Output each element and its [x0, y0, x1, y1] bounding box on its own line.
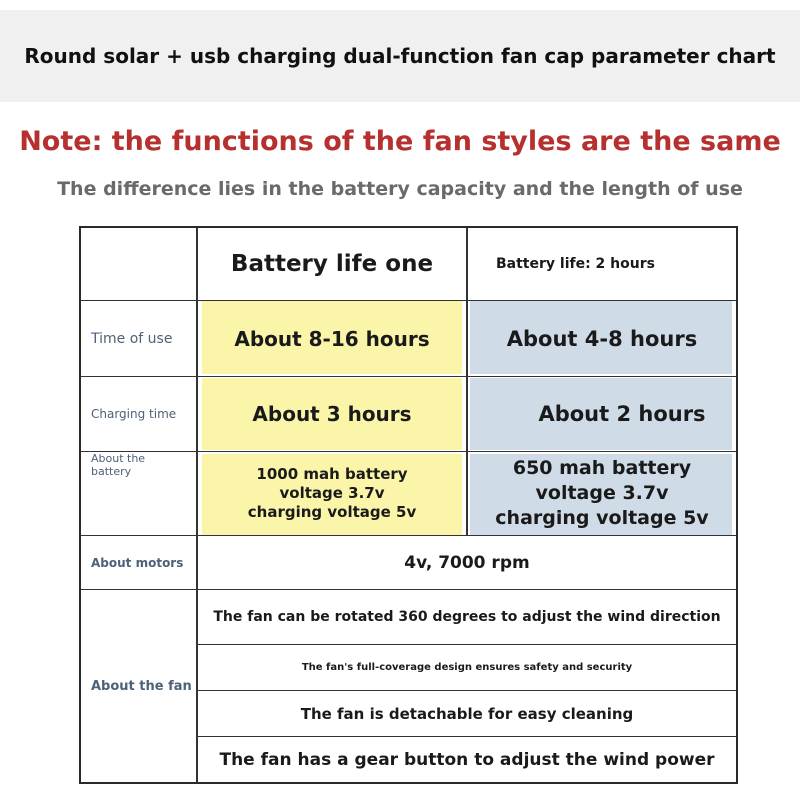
row-label-motors: About motors	[91, 555, 184, 570]
fan-item: The fan has a gear button to adjust the wind power	[219, 749, 715, 770]
battery-col2	[468, 452, 736, 535]
note-text: Note: the functions of the fan styles are the same	[19, 126, 781, 157]
fan-item: The fan is detachable for easy cleaning	[300, 704, 634, 723]
charging-time-col1: About 3 hours	[252, 402, 412, 426]
parameter-table	[79, 226, 738, 784]
battery-col2-line1: 650 mah battery	[512, 457, 692, 479]
battery-label-line2: battery	[91, 465, 132, 478]
fan-item: The fan's full-coverage design ensures safety and security	[301, 662, 633, 673]
title-banner	[0, 10, 800, 102]
charging-time-col2: About 2 hours	[538, 402, 706, 426]
battery-col1	[198, 452, 466, 535]
time-of-use-col1: About 8-16 hours	[234, 326, 430, 351]
battery-col1-line2: voltage 3.7v	[279, 484, 385, 502]
battery-col2-line2: voltage 3.7v	[535, 482, 669, 504]
battery-col1-line1: 1000 mah battery	[256, 465, 408, 483]
battery-col1-line3: charging voltage 5v	[247, 503, 417, 521]
battery-label-line1: About the	[91, 452, 146, 465]
row-label-time-of-use: Time of use	[91, 330, 173, 347]
header-col2: Battery life: 2 hours	[496, 256, 655, 272]
header-col1: Battery life one	[230, 251, 434, 277]
page-title: Round solar + usb charging dual-function fan cap parameter chart	[24, 44, 776, 68]
row-label-battery	[81, 452, 196, 535]
row-label-fan: About the fan	[91, 678, 192, 694]
row-label-charging-time: Charging time	[91, 407, 177, 421]
subtitle-text: The difference lies in the battery capacity and the length of use	[57, 178, 743, 200]
fan-item: The fan can be rotated 360 degrees to adjust the wind direction	[213, 609, 721, 625]
time-of-use-col2: About 4-8 hours	[506, 326, 698, 351]
battery-col2-line3: charging voltage 5v	[495, 507, 709, 529]
motors-value: 4v, 7000 rpm	[404, 552, 530, 573]
